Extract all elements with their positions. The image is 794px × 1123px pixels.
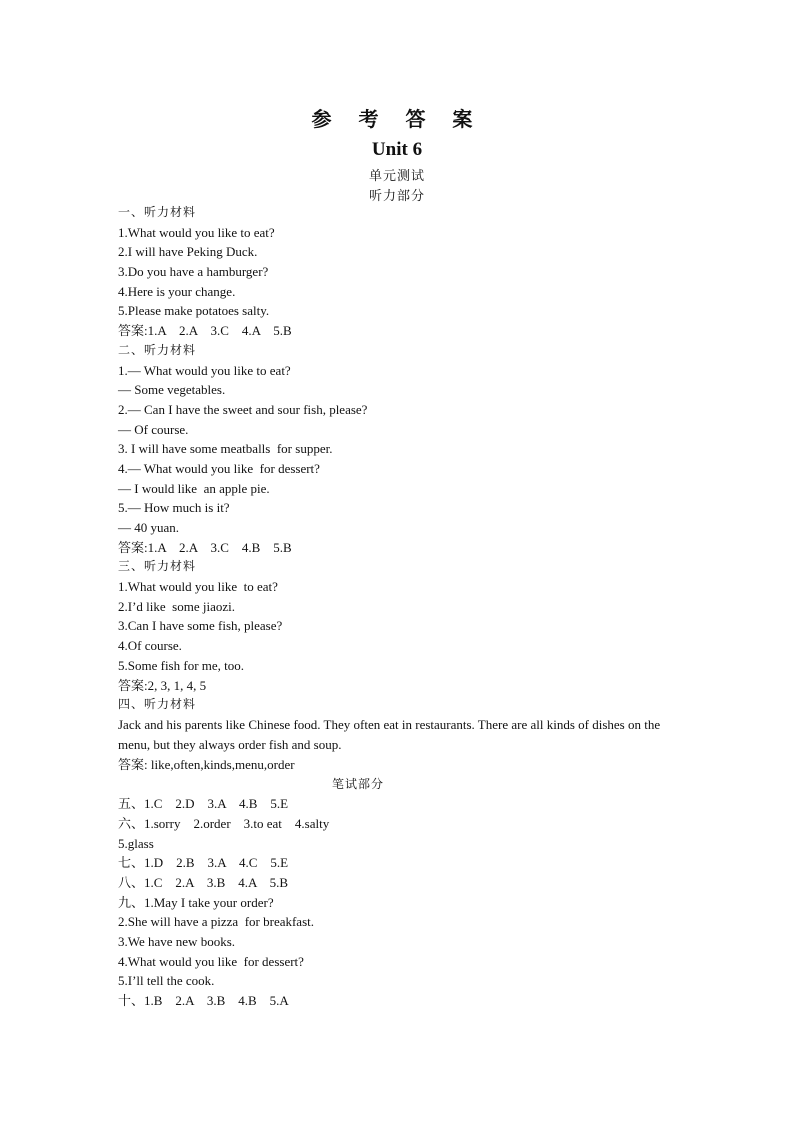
part1-answer: 答案:1.A 2.A 3.C 4.A 5.B <box>118 323 292 339</box>
part2-line: 5.— How much is it? <box>118 500 230 516</box>
part2-line: 4.— What would you like for dessert? <box>118 460 320 476</box>
listening-part-title: 听力部分 <box>368 189 425 204</box>
written-line: 九、1.May I take your order? <box>118 894 274 910</box>
part1-heading: 一、听力材料 <box>118 205 197 219</box>
part2-line: 1.— What would you like to eat? <box>118 362 291 378</box>
written-line: 5.I’ll tell the cook. <box>118 973 215 989</box>
part3-line: 2.I’d like some jiaozi. <box>118 598 235 614</box>
written-line: 八、1.C 2.A 3.B 4.A 5.B <box>118 875 289 890</box>
written-line: 5.glass <box>118 835 154 851</box>
written-line: 五、1.C 2.D 3.A 4.B 5.E <box>118 796 289 812</box>
part1-line: 5.Please make potatoes salty. <box>118 303 270 319</box>
written-line: 六、1.sorry 2.order 3.to eat 4.salty <box>118 815 330 831</box>
part3-heading: 三、听力材料 <box>118 559 197 574</box>
part2-line: — Of course. <box>118 421 189 437</box>
part4-heading: 四、听力材料 <box>118 697 197 712</box>
page-title: 参 考 答 案 <box>311 107 483 131</box>
part2-answer: 答案:1.A 2.A 3.C 4.B 5.B <box>118 539 292 555</box>
part2-line: — 40 yuan. <box>118 520 180 535</box>
unit-title: Unit 6 <box>371 139 423 160</box>
part2-line: — I would like an apple pie. <box>118 480 270 496</box>
part1-line: 2.I will have Peking Duck. <box>118 244 258 260</box>
part4-paragraph: Jack and his parents like Chinese food. They often eat in restaurants. There are all kinds of dishes on the menu, but they always order fish and soup. <box>118 716 661 752</box>
part4-answer: 答案: like,often,kinds,menu,order <box>118 756 295 772</box>
part3-line: 4.Of course. <box>118 638 182 654</box>
part2-line: — Some vegetables. <box>118 382 226 398</box>
part1-line: 3.Do you have a hamburger? <box>118 264 269 280</box>
written-line: 2.She will have a pizza for breakfast. <box>118 914 315 930</box>
part2-line: 3. I will have some meatballs for supper. <box>118 441 333 457</box>
part2-line: 2.— Can I have the sweet and sour fish, please? <box>118 401 368 417</box>
written-part-heading: 笔试部分 <box>331 776 384 791</box>
part3-line: 1.What would you like to eat? <box>118 579 278 595</box>
part3-answer: 答案:2, 3, 1, 4, 5 <box>118 677 207 693</box>
section-title: 单元测试 <box>368 169 425 184</box>
written-line: 3.We have new books. <box>118 934 236 950</box>
answer-content <box>118 203 678 1011</box>
written-line: 七、1.D 2.B 3.A 4.C 5.E <box>118 855 289 871</box>
part1-line: 4.Here is your change. <box>118 283 236 299</box>
part2-heading: 二、听力材料 <box>118 342 197 357</box>
part1-line: 1.What would you like to eat? <box>118 224 275 240</box>
written-line: 十、1.B 2.A 3.B 4.B 5.A <box>118 993 289 1009</box>
part3-line: 5.Some fish for me, too. <box>118 657 245 673</box>
part3-line: 3.Can I have some fish, please? <box>118 618 283 634</box>
written-line: 4.What would you like for dessert? <box>118 953 304 969</box>
